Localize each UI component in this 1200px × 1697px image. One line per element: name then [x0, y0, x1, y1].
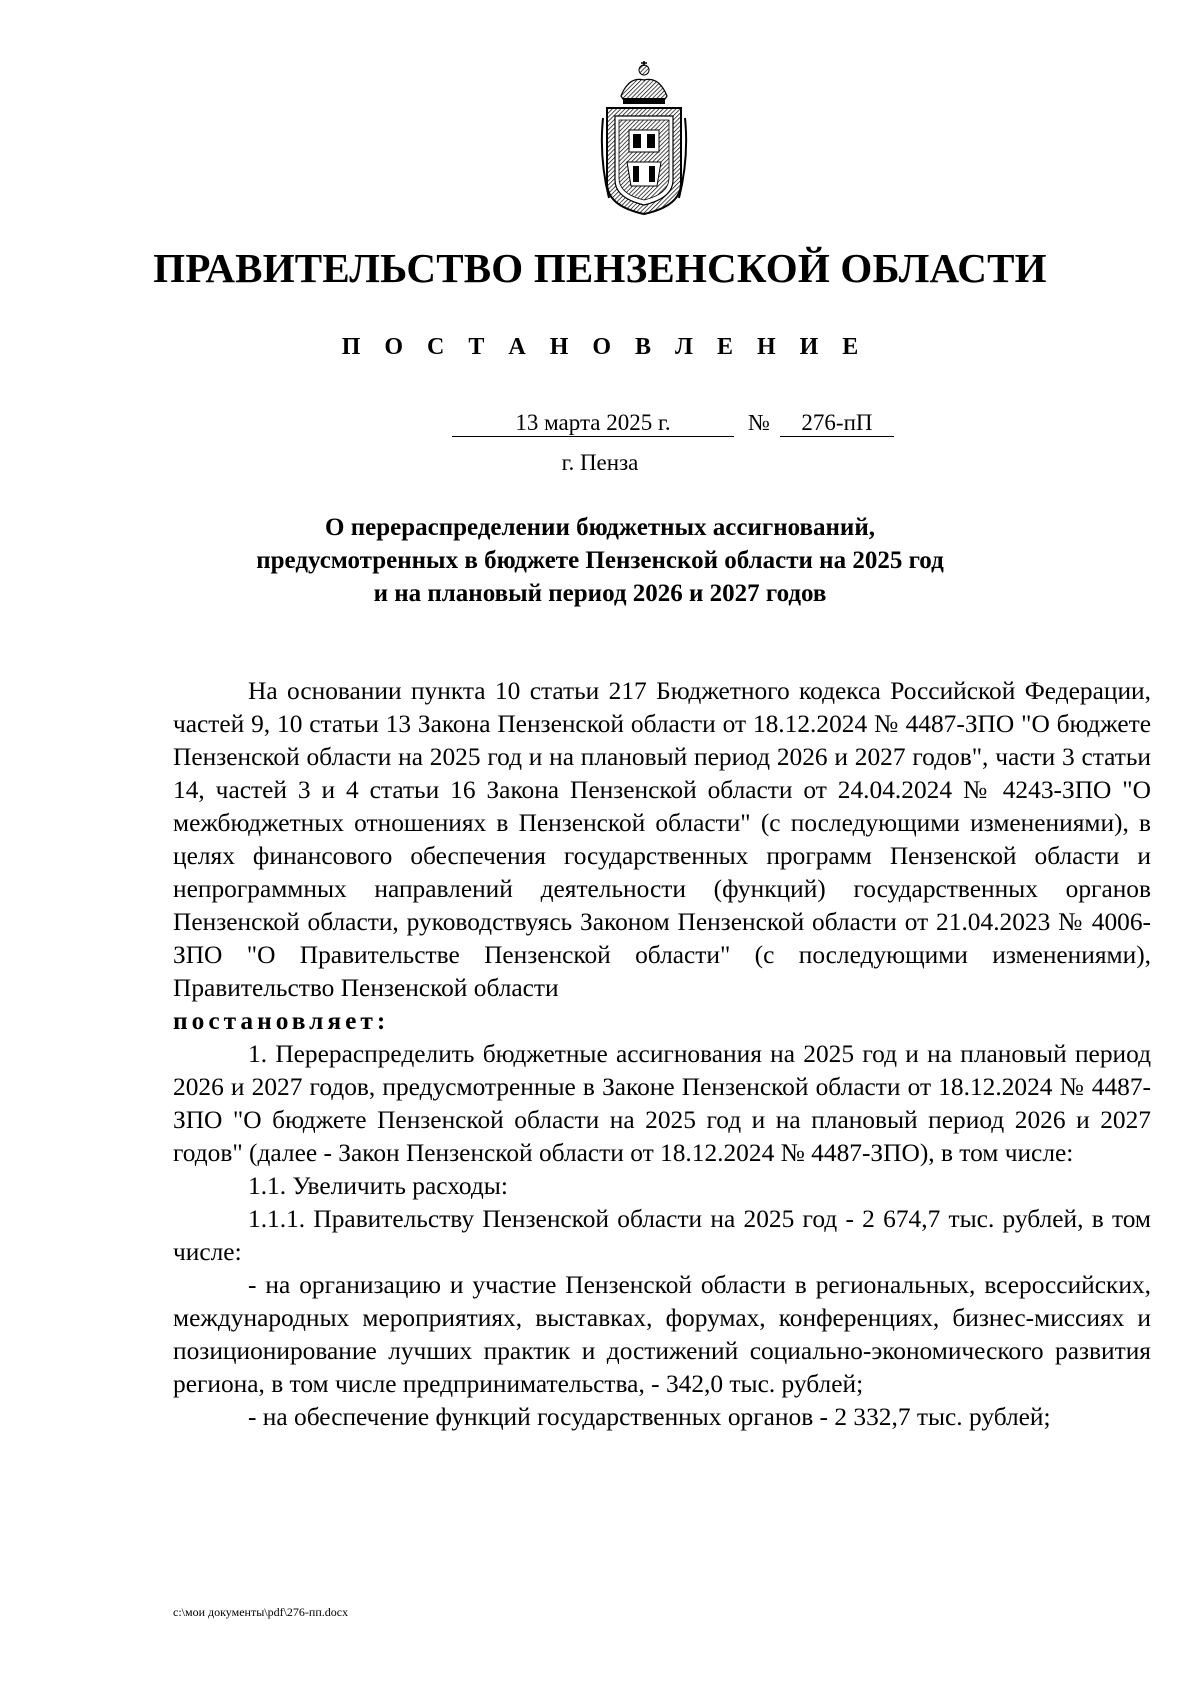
bullet-paragraph: - на организацию и участие Пензенской области в региональных, всероссийских, международных мероприятиях, выставках, форумах, конференциях, бизнес-миссиях и позиционирование лучших практик и достижений социально-экономического развития региона, в том числе предпринимательства, - 342,0 тыс. рублей;	[173, 1271, 1151, 1398]
bullet-paragraph: - на обеспечение функций государственных органов - 2 332,7 тыс. рублей;	[248, 1403, 1051, 1431]
item-1-paragraph: 1. Перераспределить бюджетные ассигнования на 2025 год и на плановый период 2026 и 2027 годов, предусмотренные в Законе Пензенской области от 18.12.2024 № 4487-ЗПО "О бюджете Пензенской области на 2025 год и на плановый период 2026 и 2027 годов" (далее - Закон Пензенской области от 18.12.2024 № 4487-ЗПО), в том числе:	[173, 1040, 1151, 1167]
preamble-paragraph: На основании пункта 10 статьи 217 Бюджетного кодекса Российской Федерации, частей 9, 10 статьи 13 Закона Пензенской области от 18.12.2024 № 4487-ЗПО "О бюджете Пензенской области на 2025 год и на плановый период 2026 и 2027 годов", части 3 статьи 14, частей 3 и 4 статьи 16 Закона Пензенской области от 24.04.2024 № 4243-ЗПО "О межбюджетных отношениях в Пензенской области" (с последующими изменениями), в целях финансового обеспечения государственных программ Пензенской области и непрограммных направлений деятельности (функций) государственных органов Пензенской области, руководствуясь Законом Пензенской области от 21.04.2023 № 4006-ЗПО "О Правительстве Пензенской области" (с последующими изменениями), Правительство Пензенской области	[173, 677, 1151, 1002]
city: г. Пенза	[561, 450, 639, 475]
resolves-word: постановляет:	[173, 1007, 390, 1035]
coat-of-arms-icon	[599, 58, 689, 218]
decree-subject	[0, 511, 1200, 610]
decree-number: 276-пП	[780, 410, 894, 437]
date-number-line	[452, 410, 894, 437]
item-1-1-1-paragraph: 1.1.1. Правительству Пензенской области на 2025 год - 2 674,7 тыс. рублей, в том числе:	[173, 1205, 1151, 1266]
number-sign: №	[748, 410, 770, 435]
subject-line: О перераспределении бюджетных ассигнований,	[325, 514, 875, 541]
subject-line: предусмотренных в бюджете Пензенской области на 2025 год	[256, 547, 944, 574]
subject-line: и на плановый период 2026 и 2027 годов	[373, 580, 827, 607]
document-type: П О С Т А Н О В Л Е Н И Е	[341, 334, 868, 360]
decree-body	[173, 675, 1151, 1434]
item-1-1-paragraph: 1.1. Увеличить расходы:	[248, 1172, 508, 1200]
decree-date: 13 марта 2025 г.	[452, 410, 734, 437]
file-path-footer: c:\мои документы\pdf\276-пп.docx	[173, 1605, 349, 1619]
government-title: ПРАВИТЕЛЬСТВО ПЕНЗЕНСКОЙ ОБЛАСТИ	[153, 245, 1047, 291]
